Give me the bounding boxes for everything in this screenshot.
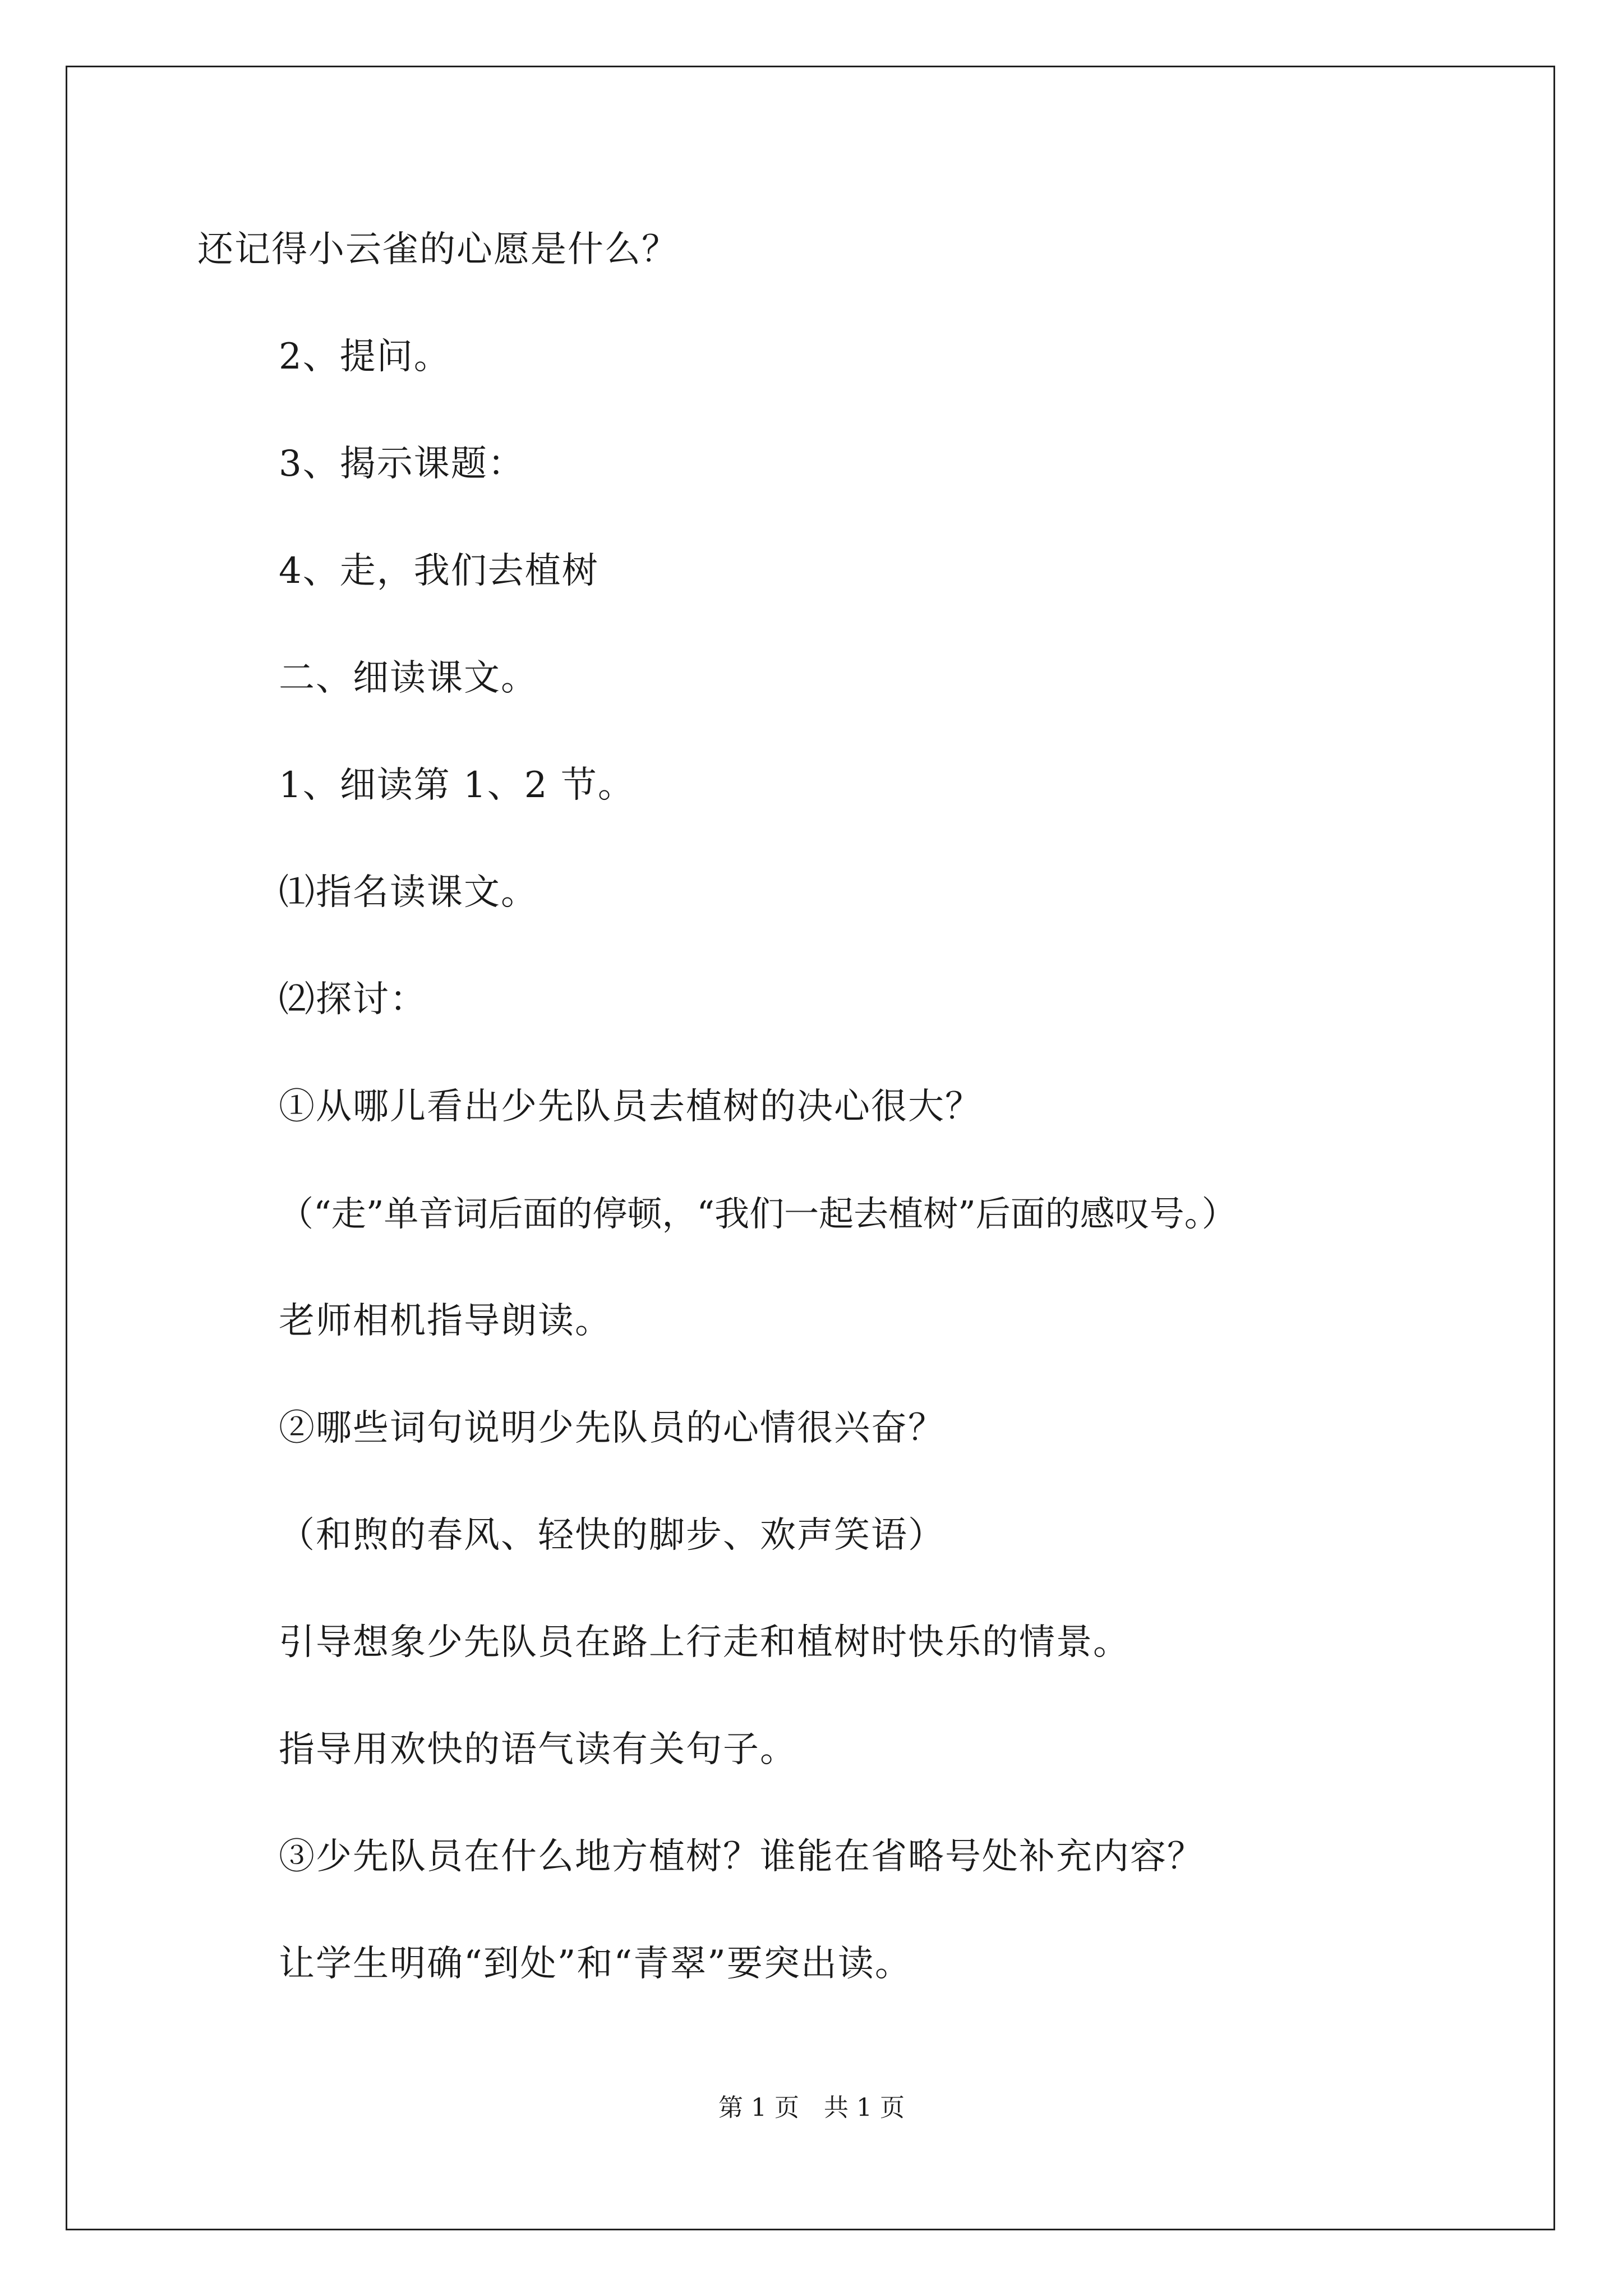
text-line-12: ②哪些词句说明少先队员的心情很兴奋？ xyxy=(279,1407,945,1449)
text-line-15: 指导用欢快的语气读有关句子。 xyxy=(279,1729,797,1770)
text-line-5: 二、细读课文。 xyxy=(279,657,538,699)
text-line-9: ①从哪儿看出少先队员去植树的决心很大？ xyxy=(279,1086,982,1128)
text-line-16: ③少先队员在什么地方植树？谁能在省略号处补充内容？ xyxy=(279,1836,1204,1878)
text-line-7: ⑴指名读课文。 xyxy=(279,872,538,913)
text-line-8: ⑵探讨： xyxy=(279,979,427,1020)
text-line-17: 让学生明确“到处”和“青翠”要突出读。 xyxy=(279,1943,912,1985)
page-footer: 第 1 页 共 1 页 xyxy=(718,2093,905,2122)
text-line-10: （“走”单音词后面的停顿，“我们一起去植树”后面的感叹号。） xyxy=(279,1193,1237,1234)
page-border xyxy=(66,66,1555,2230)
text-line-2: 2、提问。 xyxy=(279,336,451,378)
text-line-6: 1、细读第 1、2 节。 xyxy=(279,765,635,806)
text-line-13: （和煦的春风、轻快的脚步、欢声笑语） xyxy=(279,1515,945,1556)
text-line-3: 3、揭示课题： xyxy=(279,443,525,485)
text-line-4: 4、走，我们去植树 xyxy=(279,550,599,592)
text-line-1: 还记得小云雀的心愿是什么？ xyxy=(197,229,679,270)
text-line-14: 引导想象少先队员在路上行走和植树时快乐的情景。 xyxy=(279,1622,1130,1663)
text-line-11: 老师相机指导朗读。 xyxy=(279,1300,612,1342)
